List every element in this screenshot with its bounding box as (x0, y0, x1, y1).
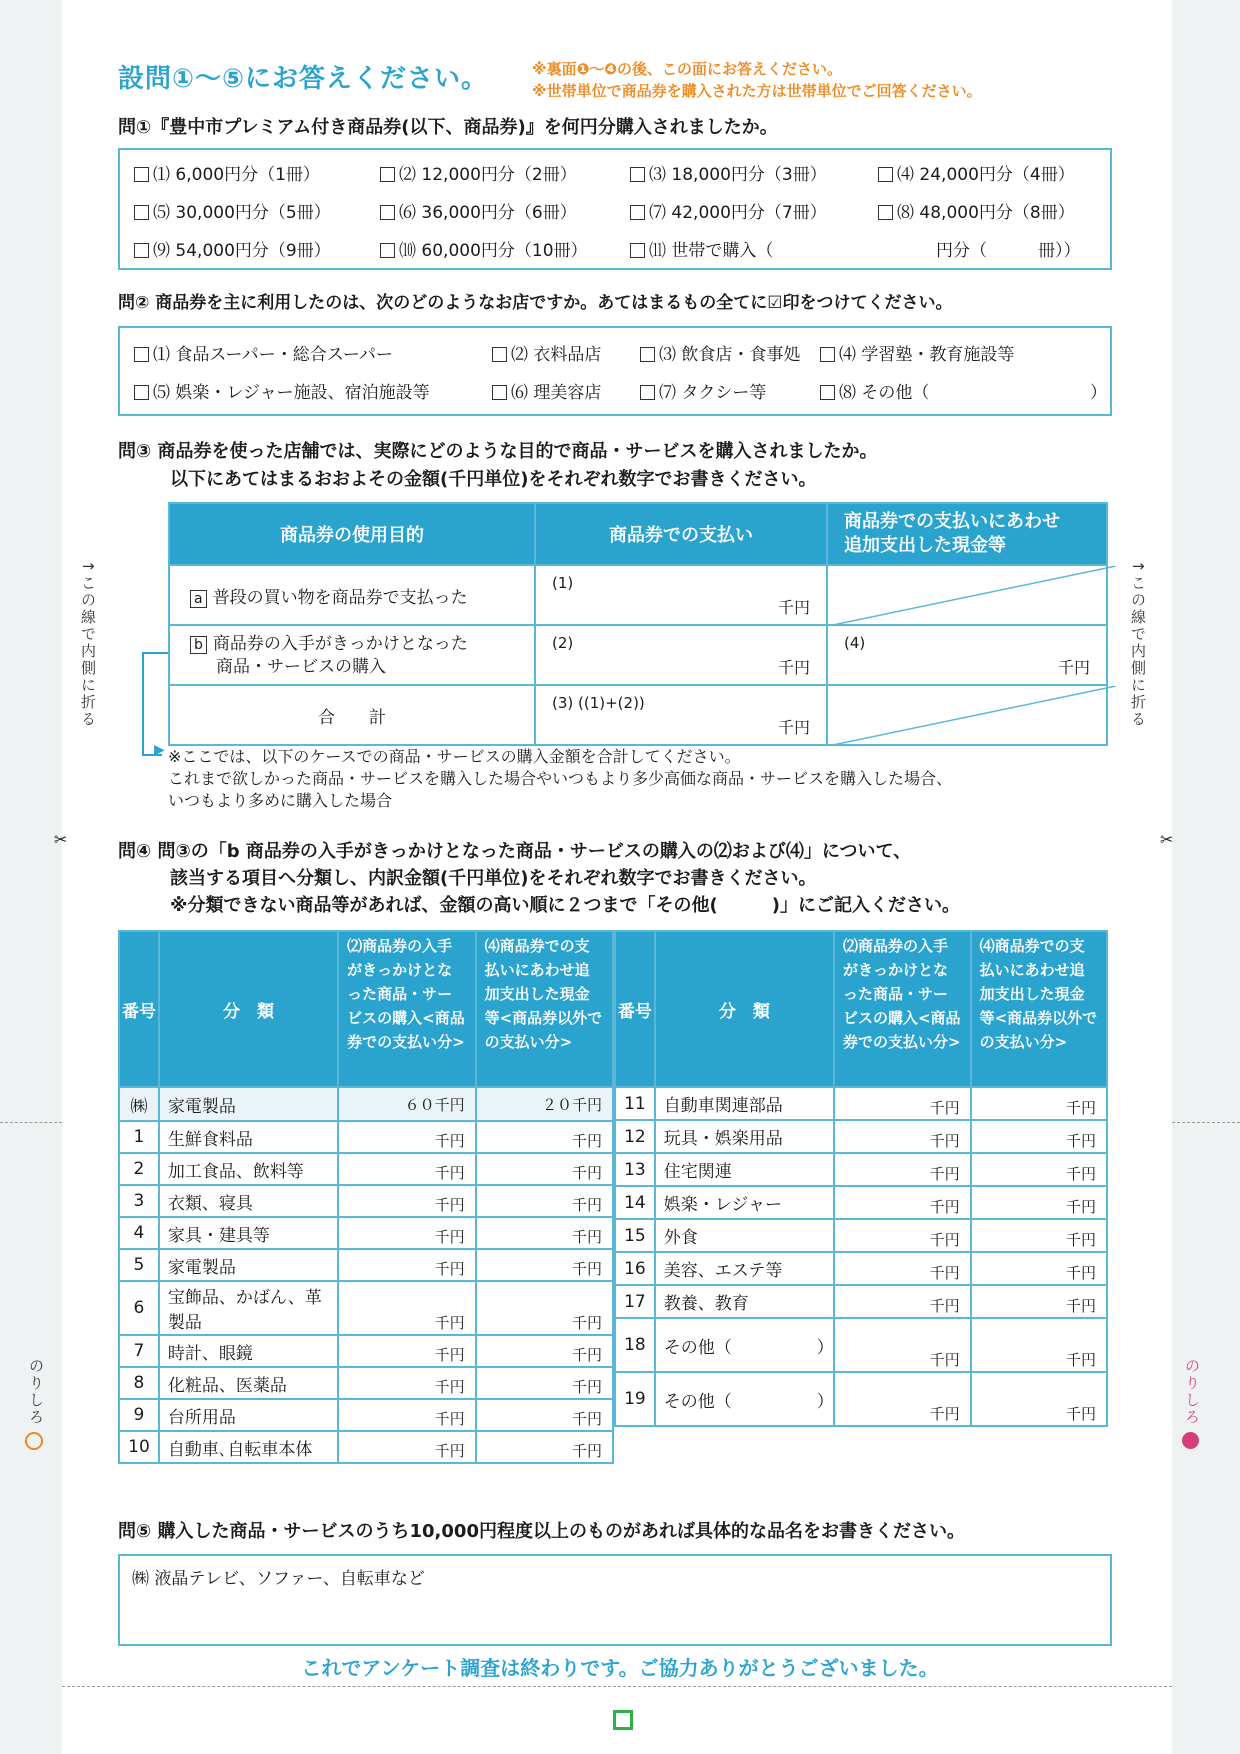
q4-row-cash-amount[interactable]: 千円 (476, 1153, 613, 1185)
q4-row-cash-amount[interactable]: 千円 (476, 1185, 613, 1217)
q4-row-voucher-amount[interactable]: 千円 (834, 1285, 971, 1318)
q2-option-7[interactable]: ⑺ タクシー等 (640, 378, 766, 403)
q2-option-4[interactable]: ⑷ 学習塾・教育施設等 (820, 340, 1014, 365)
table-row (119, 1153, 613, 1185)
q4-row-number: 13 (615, 1153, 655, 1186)
q4-row-number: 14 (615, 1186, 655, 1219)
page-title: 設問①〜⑤にお答えください。 (118, 64, 489, 94)
fold-line-bottom (62, 1686, 1172, 1687)
q1-option-3[interactable]: ⑶ 18,000円分（3冊） (630, 160, 827, 185)
table-row (615, 1186, 1107, 1219)
q1-option-5[interactable]: ⑸ 30,000円分（5冊） (134, 198, 331, 223)
q4-header-number-right: 番号 (615, 931, 655, 1087)
scissors-left-icon: ✂ (54, 830, 68, 849)
q4-row-voucher-amount[interactable]: 千円 (338, 1431, 475, 1463)
q3-cell-a-cash-disabled (827, 565, 1107, 625)
q4-example-cash: ２０千円 (476, 1087, 613, 1121)
q4-header-category-right: 分 類 (655, 931, 834, 1087)
q1-option-7[interactable]: ⑺ 42,000円分（7冊） (630, 198, 827, 223)
glue-label-left: のりしろ (27, 1358, 45, 1426)
q4-example-number: ㈱ (119, 1087, 159, 1121)
q4-row-number: 15 (615, 1219, 655, 1252)
q3-row-total-label: 合 計 (169, 685, 535, 745)
q4-row-number: 4 (119, 1217, 159, 1249)
q4-row-category: 自動車関連部品 (655, 1087, 834, 1120)
q2-option-8-close: ） (1090, 383, 1107, 403)
q4-row-cash-amount[interactable]: 千円 (971, 1219, 1107, 1252)
q3-header-voucher: 商品券での支払い (535, 503, 827, 565)
q3-row-b-label: b 商品券の入手がきっかけとなった 商品・サービスの購入 (169, 625, 535, 685)
q3-cell-3[interactable]: (3) ((1)+(2)) 千円 (535, 685, 827, 745)
q2-option-2[interactable]: ⑵ 衣料品店 (492, 340, 601, 365)
q1-label: 問①『豊中市プレミアム付き商品券(以下、商品券)』を何円分購入されましたか。 (118, 117, 778, 138)
q4-row-number: 9 (119, 1399, 159, 1431)
q3-bracket-top (142, 652, 168, 654)
q4-row-voucher-amount[interactable]: 千円 (338, 1399, 475, 1431)
q3-cell-4[interactable]: (4) 千円 (827, 625, 1107, 685)
table-row (119, 1399, 613, 1431)
q3-header-purpose: 商品券の使用目的 (169, 503, 535, 565)
q4-row-number: 7 (119, 1335, 159, 1367)
right-fold-flap (1171, 0, 1240, 1754)
q3-note-2: これまで欲しかった商品・サービスを購入した場合やいつもより多少高価な商品・サービスを購入した場合、 (168, 769, 953, 788)
q4-row-voucher-amount[interactable]: 千円 (834, 1186, 971, 1219)
fold-line-right (1172, 1122, 1240, 1123)
q4-row-category: 美容、エステ等 (655, 1252, 834, 1285)
q4-row-number: 17 (615, 1285, 655, 1318)
arrow-right-icon: ▶ (154, 742, 165, 758)
table-row (119, 1185, 613, 1217)
glue-dot-right-icon (1182, 1432, 1199, 1449)
q4-row-category: 自動車､自転車本体 (159, 1431, 338, 1463)
table-row (615, 1219, 1107, 1252)
q3-header-cash: 商品券での支払いにあわせ 追加支出した現金等 (827, 503, 1107, 565)
q4-example-voucher: ６０千円 (338, 1087, 475, 1121)
glue-label-right: のりしろ (1183, 1358, 1201, 1426)
q1-option-8[interactable]: ⑻ 48,000円分（8冊） (878, 198, 1075, 223)
q4-row-voucher-amount[interactable]: 千円 (834, 1318, 971, 1372)
q4-row-cash-amount[interactable]: 千円 (476, 1399, 613, 1431)
fold-instruction-right: ↑この線で内側に折る (1129, 560, 1147, 728)
q3-note (168, 746, 952, 812)
q4-row-cash-amount[interactable]: 千円 (971, 1153, 1107, 1186)
q4-row-category: 生鮮食料品 (159, 1121, 338, 1153)
table-row (119, 1431, 613, 1463)
q1-options-box (118, 148, 1112, 270)
q4-header-cash-right: ⑷商品券での支払いにあわせ追加支出した現金等<商品券以外での支払い分> (971, 931, 1107, 1087)
q1-option-11[interactable]: ⑾ 世帯で購入（ (630, 236, 773, 261)
q4-row-cash-amount[interactable]: 千円 (971, 1087, 1107, 1120)
q4-row-voucher-amount[interactable]: 千円 (834, 1120, 971, 1153)
q4-row-voucher-amount[interactable]: 千円 (834, 1219, 971, 1252)
q4-row-number: 5 (119, 1249, 159, 1281)
q4-row-category: 玩具・娯楽用品 (655, 1120, 834, 1153)
q2-option-8[interactable]: ⑻ その他（ (820, 378, 929, 403)
q4-row-voucher-amount[interactable]: 千円 (338, 1281, 475, 1335)
q4-row-category: その他（ ） (655, 1372, 834, 1426)
q4-label-1: 問④ 問③の「b 商品券の入手がきっかけとなった商品・サービスの購入の⑵および⑷」について、 (118, 841, 912, 862)
q4-row-number: 16 (615, 1252, 655, 1285)
q4-row-number: 8 (119, 1367, 159, 1399)
fold-line-left (0, 1122, 62, 1123)
q3-cell-1[interactable]: (1) 千円 (535, 565, 827, 625)
q4-row-cash-amount[interactable]: 千円 (971, 1318, 1107, 1372)
q4-row-voucher-amount[interactable]: 千円 (338, 1185, 475, 1217)
q3-row-a-label: a 普段の買い物を商品券で支払った (169, 565, 535, 625)
q4-row-cash-amount[interactable]: 千円 (971, 1186, 1107, 1219)
q4-row-voucher-amount[interactable]: 千円 (338, 1335, 475, 1367)
table-row (615, 1372, 1107, 1426)
q4-header-number: 番号 (119, 931, 159, 1087)
q2-option-6[interactable]: ⑹ 理美容店 (492, 378, 601, 403)
q1-option-11-amount[interactable]: 円分（ 冊）） (936, 241, 1081, 261)
q4-row-number: 12 (615, 1120, 655, 1153)
q4-row-cash-amount[interactable]: 千円 (476, 1121, 613, 1153)
q4-row-voucher-amount[interactable]: 千円 (338, 1367, 475, 1399)
q4-row-voucher-amount[interactable]: 千円 (338, 1249, 475, 1281)
scissors-right-icon: ✂ (1160, 830, 1174, 849)
q1-option-4[interactable]: ⑷ 24,000円分（4冊） (878, 160, 1075, 185)
header-notes (532, 58, 982, 102)
q1-option-6[interactable]: ⑹ 36,000円分（6冊） (380, 198, 577, 223)
table-row (615, 1153, 1107, 1186)
q4-label-2: 該当する項目へ分類し、内訳金額(千円単位)をそれぞれ数字でお書きください。 (170, 868, 817, 889)
q4-header-voucher: ⑵商品券の入手がきっかけとなった商品・サービスの購入<商品券での支払い分> (338, 931, 475, 1087)
table-row (119, 1281, 613, 1335)
header-note-1: ※裏面❶〜❹の後、この面にお答えください。 (532, 60, 842, 78)
q4-row-voucher-amount[interactable]: 千円 (338, 1153, 475, 1185)
q4-row-number: 10 (119, 1431, 159, 1463)
table-row (119, 1121, 613, 1153)
q3-note-1: ※ここでは、以下のケースでの商品・サービスの購入金額を合計してください。 (168, 747, 741, 766)
q4-row-cash-amount[interactable]: 千円 (476, 1217, 613, 1249)
q4-row-cash-amount[interactable]: 千円 (971, 1252, 1107, 1285)
q4-header-voucher-right: ⑵商品券の入手がきっかけとなった商品・サービスの購入<商品券での支払い分> (834, 931, 971, 1087)
q4-row-voucher-amount[interactable]: 千円 (834, 1252, 971, 1285)
q4-row-number: 2 (119, 1153, 159, 1185)
q4-row-category: 衣類、寝具 (159, 1185, 338, 1217)
q4-row-cash-amount[interactable]: 千円 (476, 1249, 613, 1281)
q3-label-2: 以下にあてはまるおおよその金額(千円単位)をそれぞれ数字でお書きください。 (170, 469, 817, 490)
q4-header-category: 分 類 (159, 931, 338, 1087)
q4-table-right (614, 930, 1108, 1427)
header-note-2: ※世帯単位で商品券を購入された方は世帯単位でご回答ください。 (532, 82, 982, 100)
q4-row-category: 家電製品 (159, 1249, 338, 1281)
q5-example: ㈱ 液晶テレビ、ソファー、自転車など (132, 1569, 425, 1589)
q4-row-number: 18 (615, 1318, 655, 1372)
q4-row-category: 娯楽・レジャー (655, 1186, 834, 1219)
q1-option-2[interactable]: ⑵ 12,000円分（2冊） (380, 160, 577, 185)
q5-answer-box[interactable] (118, 1554, 1112, 1646)
q4-row-voucher-amount[interactable]: 千円 (834, 1153, 971, 1186)
q4-row-cash-amount[interactable]: 千円 (476, 1367, 613, 1399)
q2-option-3[interactable]: ⑶ 飲食店・食事処 (640, 340, 800, 365)
q4-row-voucher-amount[interactable]: 千円 (834, 1087, 971, 1120)
q2-option-5[interactable]: ⑸ 娯楽・レジャー施設、宿泊施設等 (134, 378, 430, 403)
q4-row-category: 住宅関連 (655, 1153, 834, 1186)
q1-option-9[interactable]: ⑼ 54,000円分（9冊） (134, 236, 331, 261)
q4-row-number: 6 (119, 1281, 159, 1335)
q4-row-category: 教養、教育 (655, 1285, 834, 1318)
q1-option-1[interactable]: ⑴ 6,000円分（1冊） (134, 160, 320, 185)
footer-thanks: これでアンケート調査は終わりです。ご協力ありがとうございました。 (301, 1656, 939, 1680)
table-row (615, 1252, 1107, 1285)
fold-instruction-left: ↑この線で内側に折る (79, 560, 97, 728)
q2-label: 問② 商品券を主に利用したのは、次のどのようなお店ですか。あてはまるもの全てに☑印をつけてください。 (118, 293, 953, 313)
q3-note-3: いつもより多めに購入した場合 (168, 791, 393, 810)
q4-row-category: 外食 (655, 1219, 834, 1252)
q3-table (168, 502, 1108, 746)
table-row (615, 1087, 1107, 1120)
q4-table-left (118, 930, 614, 1464)
glue-circle-left-icon (25, 1432, 43, 1450)
q3-label-1: 問③ 商品券を使った店舗では、実際にどのような目的で商品・サービスを購入されましたか。 (118, 441, 878, 462)
q4-row-cash-amount[interactable]: 千円 (971, 1120, 1107, 1153)
q4-row-category: 化粧品、医薬品 (159, 1367, 338, 1399)
q1-option-10[interactable]: ⑽ 60,000円分（10冊） (380, 236, 588, 261)
q4-label (118, 838, 960, 919)
q4-row-voucher-amount[interactable]: 千円 (338, 1121, 475, 1153)
table-row (119, 1249, 613, 1281)
q4-example-category: 家電製品 (159, 1087, 338, 1121)
q4-row-category: 台所用品 (159, 1399, 338, 1431)
q3-cell-total-cash-disabled (827, 685, 1107, 745)
q4-label-3: ※分類できない商品等があれば、金額の高い順に２つまで「その他( )」にご記入ください。 (170, 895, 960, 916)
q4-row-number: 1 (119, 1121, 159, 1153)
q4-row-category: 加工食品、飲料等 (159, 1153, 338, 1185)
table-row (615, 1318, 1107, 1372)
table-row (615, 1285, 1107, 1318)
q4-row-category: 時計、眼鏡 (159, 1335, 338, 1367)
q4-row-number: 19 (615, 1372, 655, 1426)
q4-row-category: その他（ ） (655, 1318, 834, 1372)
q4-row-cash-amount[interactable]: 千円 (971, 1372, 1107, 1426)
q4-row-voucher-amount[interactable]: 千円 (338, 1217, 475, 1249)
q4-row-voucher-amount[interactable]: 千円 (834, 1372, 971, 1426)
q4-row-number: 3 (119, 1185, 159, 1217)
q4-row-cash-amount[interactable]: 千円 (476, 1431, 613, 1463)
q5-label: 問⑤ 購入した商品・サービスのうち10,000円程度以上のものがあれば具体的な品名をお書きください。 (118, 1521, 965, 1542)
q3-cell-2[interactable]: (2) 千円 (535, 625, 827, 685)
q4-row-category: 宝飾品、かばん、革製品 (159, 1281, 338, 1335)
q2-options-box (118, 326, 1112, 416)
q3-bracket-line (142, 652, 144, 756)
q4-row-number: 11 (615, 1087, 655, 1120)
page-marker-icon (613, 1710, 633, 1730)
table-row (119, 1335, 613, 1367)
q4-row-cash-amount[interactable]: 千円 (476, 1281, 613, 1335)
q4-row-category: 家具・建具等 (159, 1217, 338, 1249)
table-row (119, 1367, 613, 1399)
q4-row-cash-amount[interactable]: 千円 (476, 1335, 613, 1367)
left-fold-flap (0, 0, 63, 1754)
q4-row-cash-amount[interactable]: 千円 (971, 1285, 1107, 1318)
table-row (615, 1120, 1107, 1153)
table-row (119, 1217, 613, 1249)
q4-header-cash: ⑷商品券での支払いにあわせ追加支出した現金等<商品券以外での支払い分> (476, 931, 613, 1087)
q2-option-1[interactable]: ⑴ 食品スーパー・総合スーパー (134, 340, 393, 365)
